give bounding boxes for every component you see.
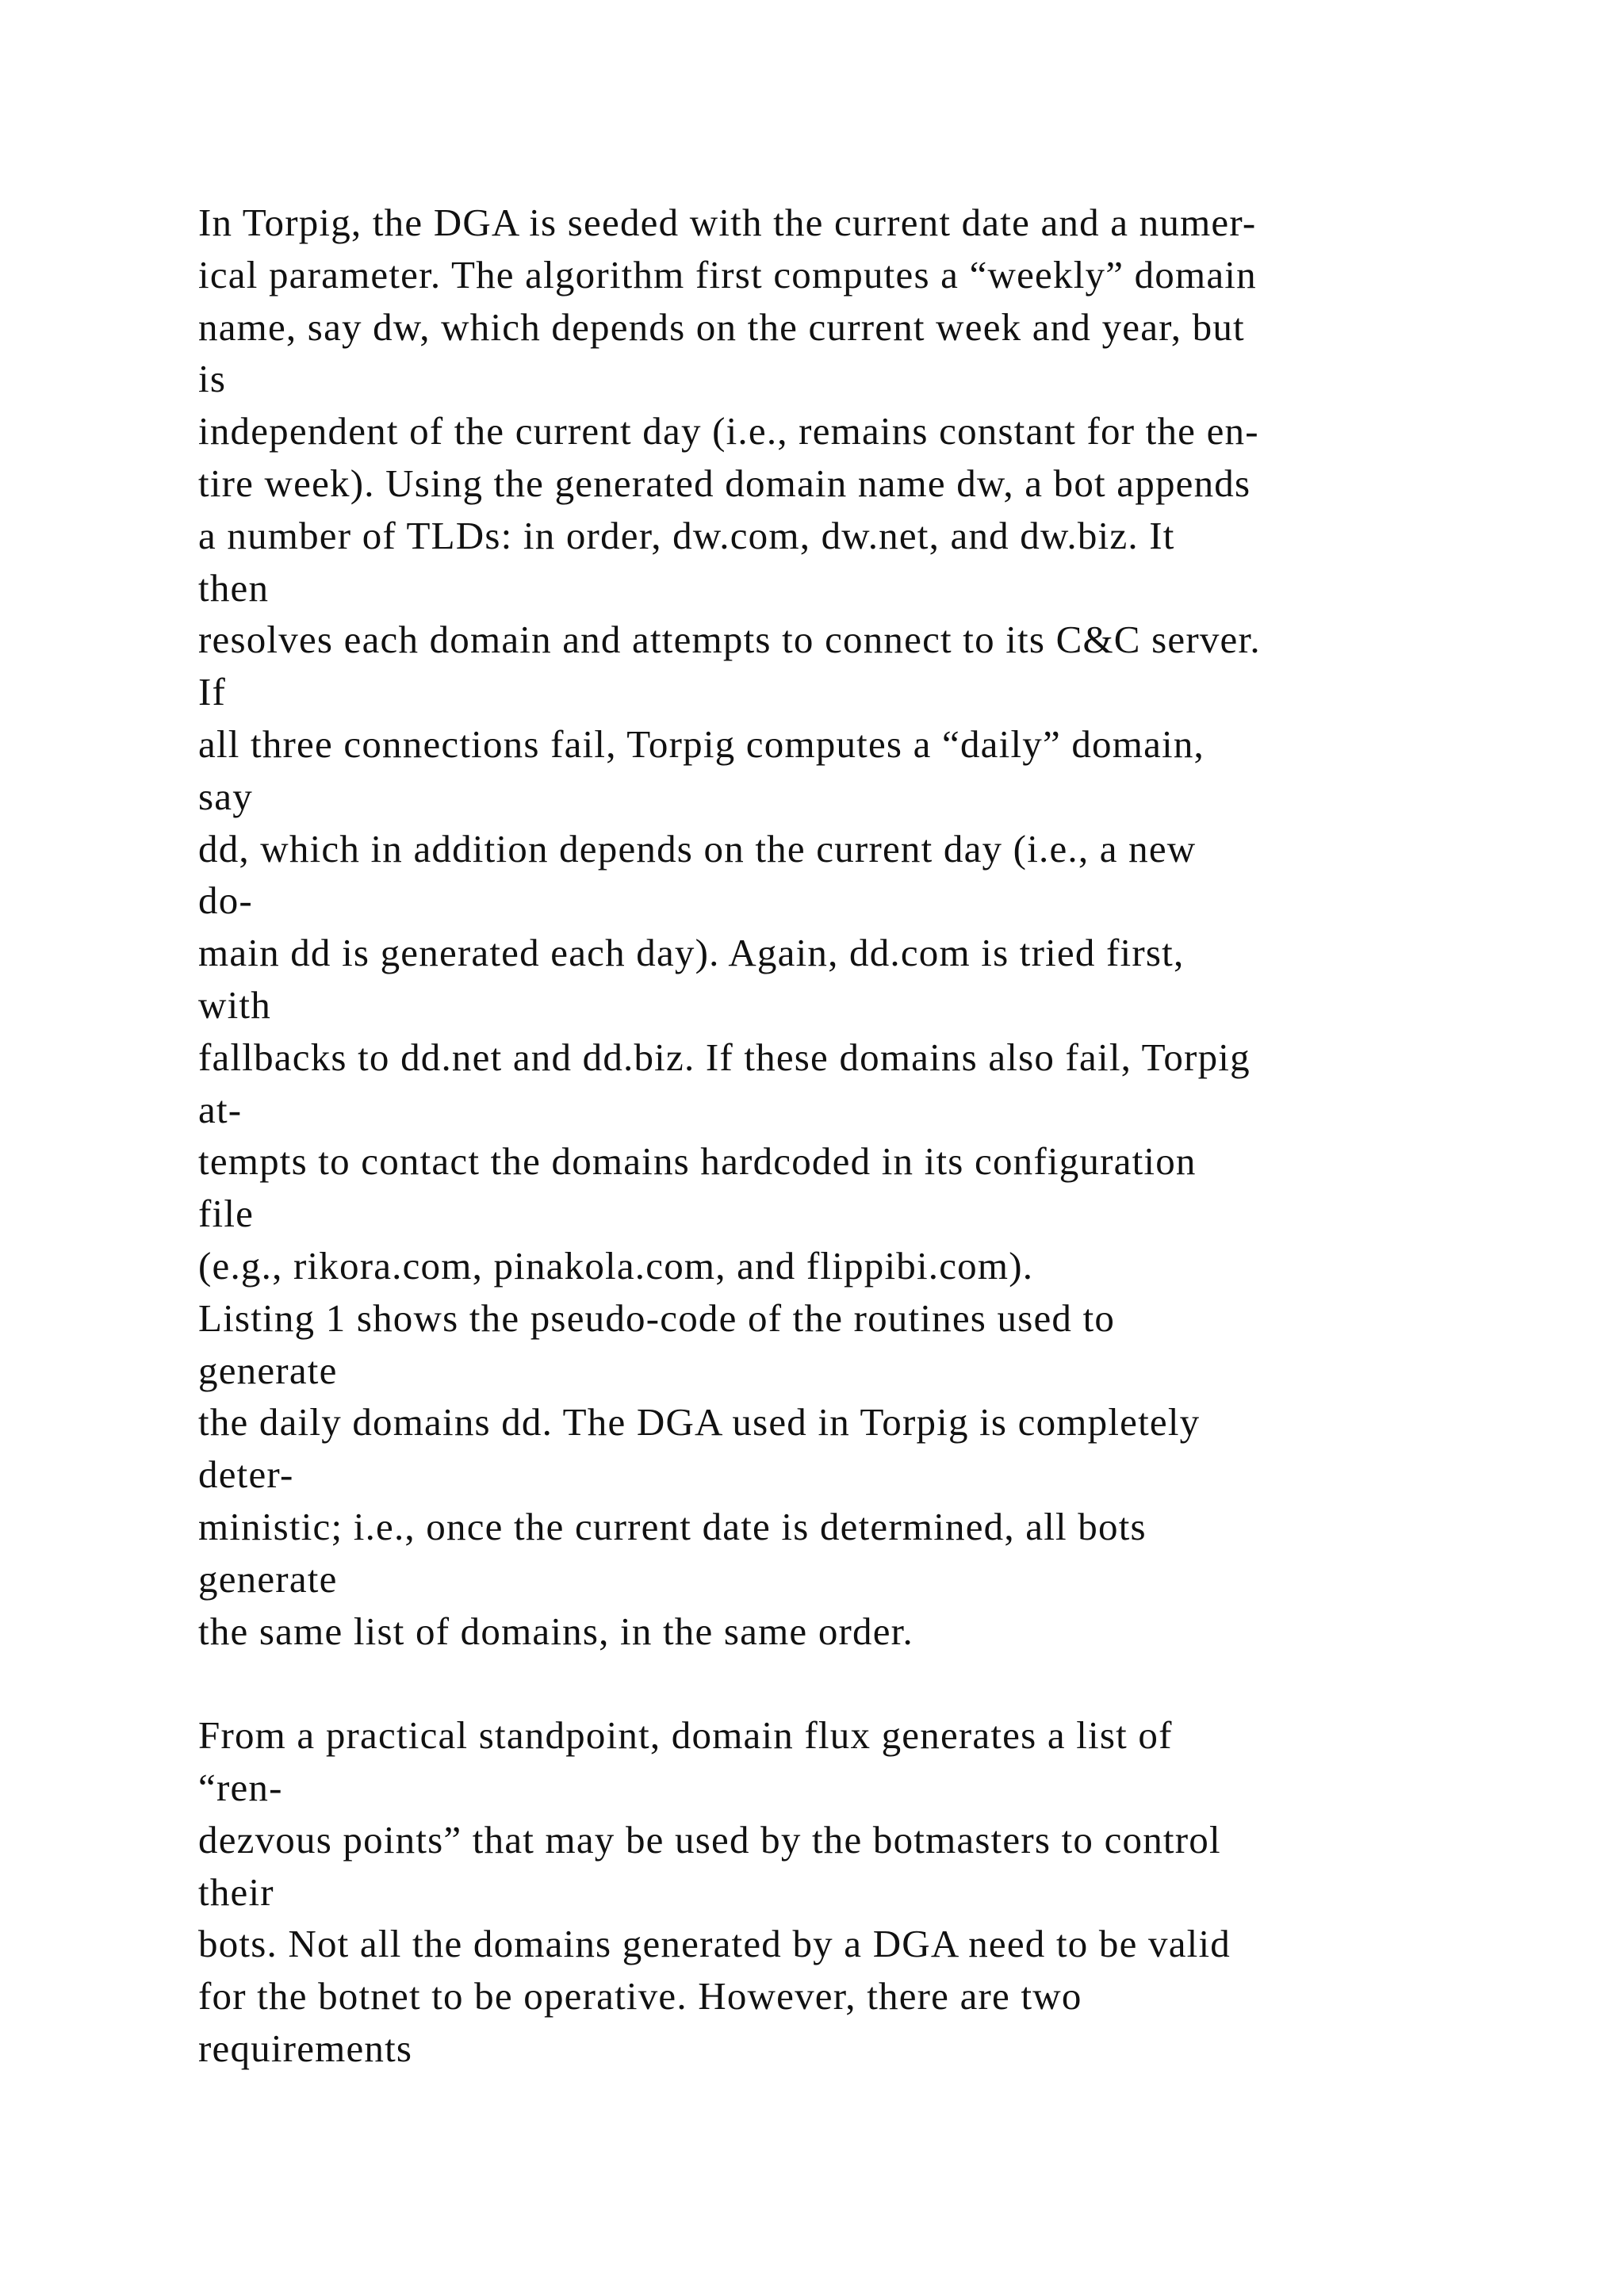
document-body <box>198 197 1546 2075</box>
text-line: ical parameter. The algorithm first computes a “weekly” domain <box>198 252 1257 297</box>
text-line: the daily domains dd. The DGA used in Torpig is completely <box>198 1400 1201 1445</box>
text-line: (e.g., rikora.com, pinakola.com, and flippibi.com). <box>198 1243 1034 1288</box>
text-line: In Torpig, the DGA is seeded with the current date and a numer- <box>198 201 1257 244</box>
text-line: file <box>198 1192 255 1236</box>
text-line: If <box>198 670 227 714</box>
paragraph-gap <box>198 1657 1546 1709</box>
text-line: independent of the current day (i.e., remains constant for the en- <box>198 409 1259 453</box>
text-line: Listing 1 shows the pseudo-code of the routines used to <box>198 1295 1116 1340</box>
text-line: then <box>198 565 270 610</box>
text-line: resolves each domain and attempts to connect to its C&C server. <box>198 618 1261 662</box>
text-line: dd, which in addition depends on the current day (i.e., a new <box>198 826 1197 871</box>
text-line: for the botnet to be operative. However, there are two <box>198 1974 1082 2019</box>
text-line: all three connections fail, Torpig computes a “daily” domain, <box>198 721 1205 766</box>
text-line: at- <box>198 1087 243 1131</box>
text-line: generate <box>198 1348 338 1392</box>
text-line: say <box>198 774 253 818</box>
text-line: “ren- <box>198 1765 283 1809</box>
text-line: bots. Not all the domains generated by a DGA need to be valid <box>198 1922 1231 1966</box>
text-line: ministic; i.e., once the current date is determined, all bots <box>198 1504 1147 1548</box>
text-line: tempts to contact the domains hardcoded in its configuration <box>198 1139 1197 1184</box>
text-line: requirements <box>198 2026 413 2070</box>
text-line: From a practical standpoint, domain flux generates a list of <box>198 1713 1173 1758</box>
text-line: the same list of domains, in the same order. <box>198 1609 914 1653</box>
text-line: generate <box>198 1556 338 1601</box>
paragraph-1 <box>198 197 1546 1657</box>
text-line: main dd is generated each day). Again, dd.com is tried first, <box>198 931 1185 975</box>
text-line: with <box>198 982 271 1027</box>
text-line: tire week). Using the generated domain name dw, a bot appends <box>198 461 1251 505</box>
text-line: is <box>198 357 227 401</box>
text-line: deter- <box>198 1452 294 1497</box>
text-line: a number of TLDs: in order, dw.com, dw.net, and dw.biz. It <box>198 513 1175 557</box>
text-line: their <box>198 1869 274 1914</box>
paragraph-2 <box>198 1709 1546 2075</box>
text-line: do- <box>198 878 253 923</box>
text-line: name, say dw, which depends on the current week and year, but <box>198 304 1245 349</box>
text-line: dezvous points” that may be used by the botmasters to control <box>198 1817 1221 1862</box>
text-line: fallbacks to dd.net and dd.biz. If these domains also fail, Torpig <box>198 1035 1251 1079</box>
